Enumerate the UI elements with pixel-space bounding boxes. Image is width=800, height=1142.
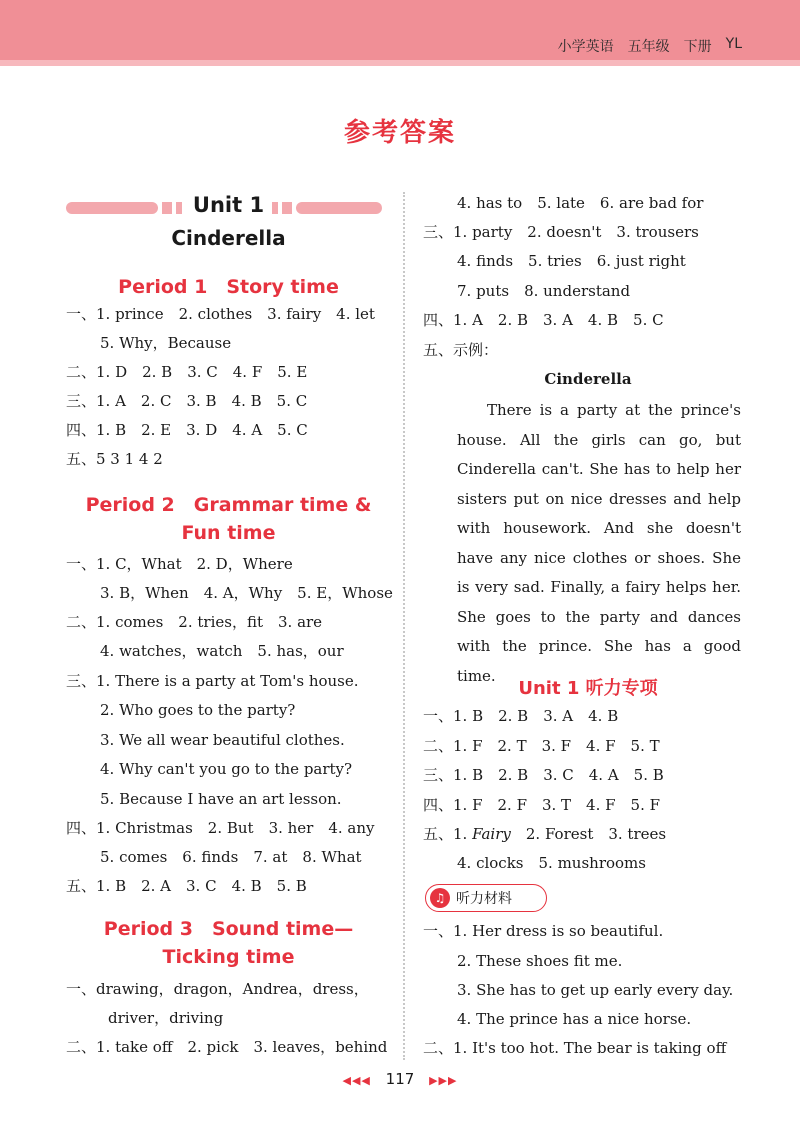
answer-line: 五、5 3 1 4 2 (66, 450, 163, 468)
answer-line: 五、示例： (423, 341, 499, 359)
answer-line: 五、1. B 2. A 3. C 4. B 5. B (66, 877, 307, 895)
page-footer (0, 1070, 800, 1088)
script-line: 二、1. It's too hot. The bear is taking off (423, 1039, 727, 1057)
answer-line: 5. Because I have an art lesson. (100, 790, 342, 808)
answer-line: 三、1. There is a party at Tom's house. (66, 672, 359, 690)
answer-line: 5. Why，Because (100, 334, 232, 352)
header-band (0, 0, 800, 66)
script-line: 4. The prince has a nice horse. (457, 1010, 692, 1028)
script-line: 2. These shoes fit me. (457, 952, 623, 970)
period-3-heading-cont: Ticking time (162, 946, 295, 968)
script-line: 一、1. Her dress is so beautiful. (423, 922, 664, 940)
page-number: 117 (385, 1070, 415, 1088)
period-2-heading-cont: Fun time (181, 522, 276, 544)
answer-line: 二、1. F 2. T 3. F 4. F 5. T (423, 737, 660, 755)
answer-line: 三、1. A 2. C 3. B 4. B 5. C (66, 392, 308, 410)
answer-line: 四、1. A 2. B 3. A 4. B 5. C (423, 311, 664, 329)
answer-line: 一、1. prince 2. clothes 3. fairy 4. let (66, 305, 375, 323)
answer-italic-word: Fairy (472, 825, 511, 843)
answer-line: 一、drawing，dragon，Andrea，dress， (66, 980, 369, 998)
answer-line (423, 824, 666, 844)
unit-subtitle: Cinderella (171, 226, 286, 250)
answer-line: 四、1. B 2. E 3. D 4. A 5. C (66, 421, 308, 439)
period-1-heading: Period 1 Story time (118, 276, 339, 298)
script-line: 3. She has to get up early every day. (457, 981, 734, 999)
period-3-heading: Period 3 Sound time— (103, 918, 354, 940)
answer-line: 7. puts 8. understand (457, 282, 631, 300)
header-grade: 五年级 (627, 39, 670, 55)
answer-prefix: 五、1. (423, 825, 473, 843)
answer-line: 二、1. take off 2. pick 3. leaves，behind (66, 1038, 388, 1056)
answer-line: 3. B，When 4. A，Why 5. E，Whose (100, 584, 393, 602)
answer-line: 一、1. B 2. B 3. A 4. B (423, 707, 619, 725)
answer-line: 四、1. F 2. F 3. T 4. F 5. F (423, 796, 661, 814)
answer-line: 4. has to 5. late 6. are bad for (457, 194, 704, 212)
answer-rest: 2. Forest 3. trees (510, 825, 667, 843)
header-edition: YL (725, 36, 742, 52)
essay-title: Cinderella (544, 370, 632, 388)
unit-title: Unit 1 (192, 193, 265, 217)
answer-line: 4. clocks 5. mushrooms (457, 854, 646, 872)
answer-line: 4. finds 5. tries 6. just right (457, 252, 686, 270)
headphones-icon: ♫ (430, 888, 450, 908)
answer-line: 三、1. party 2. doesn't 3. trousers (423, 223, 699, 241)
answer-line: 3. We all wear beautiful clothes. (100, 731, 345, 749)
tag-label: 听力材料 (456, 891, 512, 907)
answer-line: 2. Who goes to the party? (100, 701, 296, 719)
answer-line: 4. watches，watch 5. has，our (100, 642, 344, 660)
answer-line: 4. Why can't you go to the party? (100, 760, 353, 778)
period-2-heading: Period 2 Grammar time & (85, 494, 372, 516)
listening-material-tag (425, 884, 547, 912)
right-arrows-icon: ▶▶▶ (429, 1074, 458, 1087)
answer-line: driver，driving (108, 1009, 224, 1027)
answer-line: 5. comes 6. finds 7. at 8. What (100, 848, 362, 866)
essay-body: There is a party at the prince's house. All the girls can go, but Cinderella can't. She has to help her sisters put on nice dresses and help with housework. And she doesn't have any nice clothes or shoes. She is very sad. Finally, a fairy helps her. She goes to the party and dances with the prince. She has a good time. (457, 401, 741, 685)
answer-line: 四、1. Christmas 2. But 3. her 4. any (66, 819, 375, 837)
listening-section-heading: Unit 1 听力专项 (518, 678, 658, 699)
header-subject: 小学英语 (557, 39, 614, 55)
header-info (558, 36, 742, 56)
answer-line: 一、1. C，What 2. D，Where (66, 555, 293, 573)
answer-line: 二、1. comes 2. tries，fit 3. are (66, 613, 323, 631)
answer-line: 三、1. B 2. B 3. C 4. A 5. B (423, 766, 664, 784)
header-term: 下册 (683, 39, 712, 55)
page-title: 参考答案 (343, 118, 456, 148)
answer-line: 二、1. D 2. B 3. C 4. F 5. E (66, 363, 308, 381)
left-arrows-icon: ◀◀◀ (342, 1074, 371, 1087)
column-divider (403, 192, 405, 1060)
